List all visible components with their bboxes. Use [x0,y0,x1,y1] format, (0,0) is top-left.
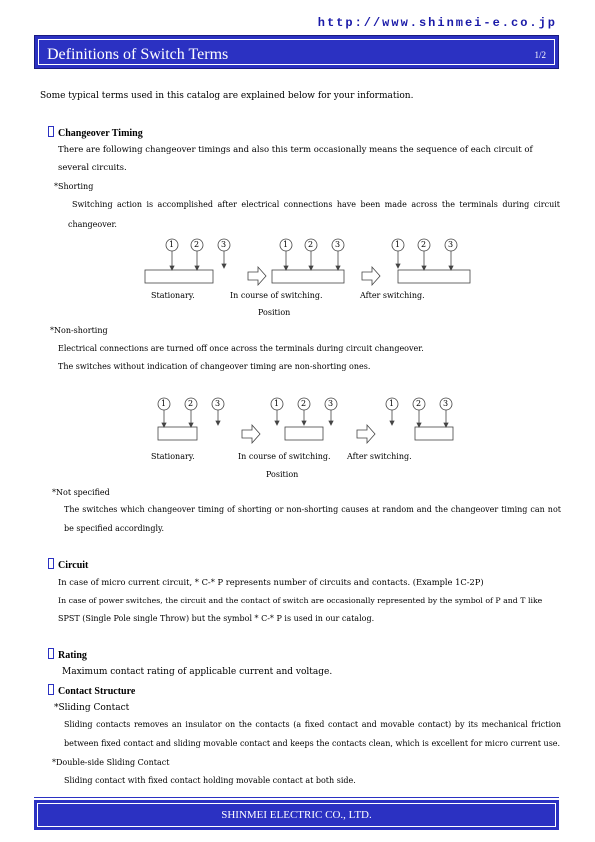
page-number: 1/2 [534,50,546,60]
site-url-link[interactable]: http://www.shinmei-e.co.jp [317,16,557,30]
sliding-contact-text: Sliding contacts removes an insulator on the contacts (a fixed contact and movable contact) by its mechanical friction between fixed contact and sliding movable contact and keeps the contacts clean, which is excellent for micro current use. [64,720,561,748]
terminal-label: 1 [389,399,395,408]
nonshorting-line-1: Electrical connections are turned off once across the terminals during circuit changeover. [58,344,424,353]
heading-rating: Rating [48,648,87,661]
terminal-label: 1 [274,399,280,408]
shorting-text: Switching action is accomplished after electrical connections have been made across the terminals during circuit changeover. [68,200,560,229]
company-name: SHINMEI ELECTRIC CO., LTD. [37,803,556,827]
terminal-label: 1 [283,240,289,249]
terminal-label: 3 [328,399,334,408]
notspecified-text: The switches which changeover timing of shorting or non-shorting causes at random and the changeover timing can not be specified accordingly. [64,505,561,533]
intro-text: Some typical terms used in this catalog are explained below for your information. [40,91,414,101]
sliding-contact-label: *Sliding Contact [54,703,130,713]
heading-contact-structure: Contact Structure [48,684,135,697]
terminal-label: 3 [215,399,221,408]
page-title: Definitions of Switch Terms [47,46,229,63]
heading-changeover-timing: Changeover Timing [48,126,143,139]
bullet-bracket-icon [48,684,54,695]
diagram1-arrow-2 [362,267,380,285]
circuit-line-1: In case of micro current circuit, * C-* P represents number of circuits and contacts. (Example 1C-2P) [58,577,484,587]
diagram1-stage-1 [145,239,230,283]
rating-text: Maximum contact rating of applicable current and voltage. [62,667,333,677]
terminal-label: 3 [335,240,341,249]
terminal-label: 1 [169,240,175,249]
terminal-label: 2 [301,399,307,408]
terminal-label: 3 [221,240,227,249]
circuit-line-3: SPST (Single Pole single Throw) but the symbol * C-* P is used in our catalog. [58,614,375,623]
terminal-label: 1 [161,399,167,408]
diagram1-stage-3 [392,239,470,283]
caption-position: Position [258,308,291,317]
shorting-label: *Shorting [54,182,94,191]
diagram2-arrow-1 [242,425,260,443]
title-banner [34,35,559,69]
footer-banner [34,800,559,830]
terminal-label: 2 [188,399,194,408]
caption-in-course: In course of switching. [230,291,323,300]
footer-divider [34,797,559,798]
bullet-bracket-icon [48,558,54,569]
terminal-label: 2 [308,240,314,249]
terminal-label: 2 [416,399,422,408]
terminal-label: 3 [448,240,454,249]
notspecified-label: *Not specified [52,488,110,497]
bullet-bracket-icon [48,648,54,659]
heading-circuit: Circuit [48,558,88,571]
caption-stationary: Stationary. [151,452,195,461]
terminal-label: 3 [443,399,449,408]
caption-stationary: Stationary. [151,291,195,300]
terminal-label: 2 [421,240,427,249]
changeover-line-2: several circuits. [58,163,127,173]
nonshorting-label: *Non-shorting [50,326,108,335]
terminal-label: 1 [395,240,401,249]
caption-in-course: In course of switching. [238,452,331,461]
diagram1-arrow-1 [248,267,266,285]
bullet-bracket-icon [48,126,54,137]
double-side-label: *Double-side Sliding Contact [52,758,170,767]
banner-frame [38,39,555,65]
caption-after: After switching. [347,452,412,461]
changeover-line-1: There are following changeover timings and also this term occasionally means the sequence of each circuit of [58,145,533,155]
diagram2-arrow-2 [357,425,375,443]
circuit-line-2: In case of power switches, the circuit and the contact of switch are occasionally represented by the symbol of P and T like [58,596,543,605]
caption-after: After switching. [360,291,425,300]
nonshorting-line-2: The switches without indication of changeover timing are non-shorting ones. [58,362,371,371]
terminal-label: 2 [194,240,200,249]
caption-position: Position [266,470,299,479]
double-side-text: Sliding contact with fixed contact holding movable contact at both side. [64,776,356,785]
